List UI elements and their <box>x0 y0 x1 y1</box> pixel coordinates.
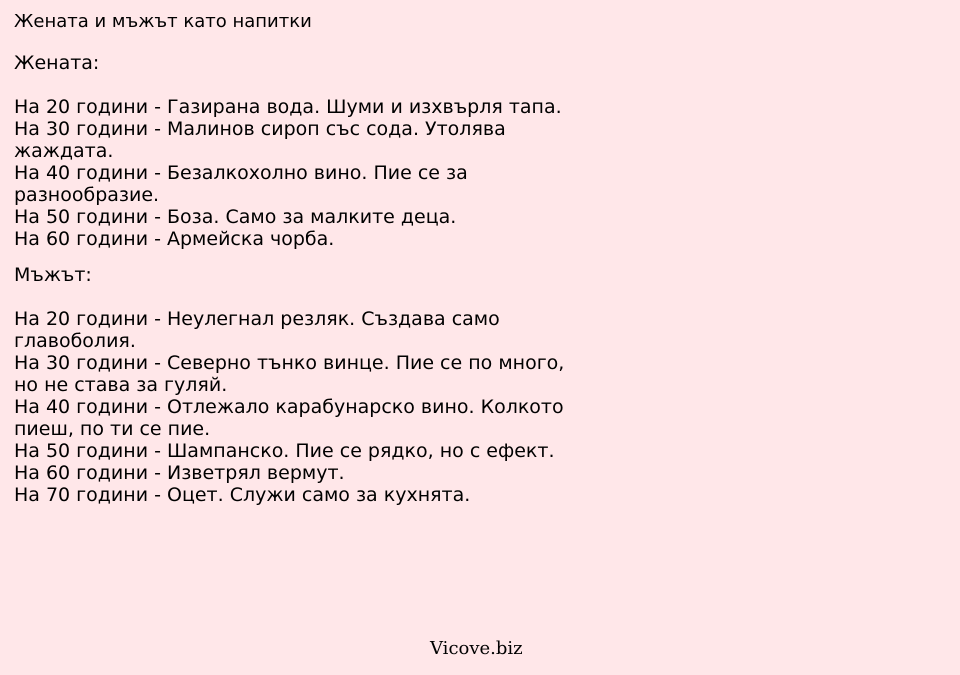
joke-body <box>14 52 574 506</box>
men-line: На 70 години - Оцет. Служи само за кухнята. <box>14 484 471 506</box>
women-section <box>14 52 574 250</box>
women-line: На 40 години - Безалкохолно вино. Пие се за разнообразие. <box>14 162 468 206</box>
women-line: На 60 години - Армейска чорба. <box>14 228 335 250</box>
women-line: На 30 години - Малинов сироп със сода. Утолява жаждата. <box>14 118 506 162</box>
women-heading: Жената: <box>14 52 100 74</box>
women-lines <box>14 96 574 250</box>
men-line: На 30 години - Северно тънко винце. Пие се по много, но не става за гуляй. <box>14 352 565 396</box>
women-line: На 50 години - Боза. Само за малките деца. <box>14 206 457 228</box>
men-section <box>14 264 574 506</box>
men-line: На 20 години - Неулегнал резляк. Създава само главоболия. <box>14 308 500 352</box>
site-watermark: Vicove.biz <box>430 638 523 659</box>
women-line: На 20 години - Газирана вода. Шуми и изхвърля тапа. <box>14 96 562 118</box>
men-lines <box>14 308 574 506</box>
men-line: На 50 години - Шампанско. Пие се рядко, но с ефект. <box>14 440 555 462</box>
men-line: На 40 години - Отлежало карабунарско вино. Колкото пиеш, по ти се пие. <box>14 396 564 440</box>
men-heading: Мъжът: <box>14 264 92 286</box>
page-title: Жената и мъжът като напитки <box>14 11 312 32</box>
men-line: На 60 години - Изветрял вермут. <box>14 462 345 484</box>
